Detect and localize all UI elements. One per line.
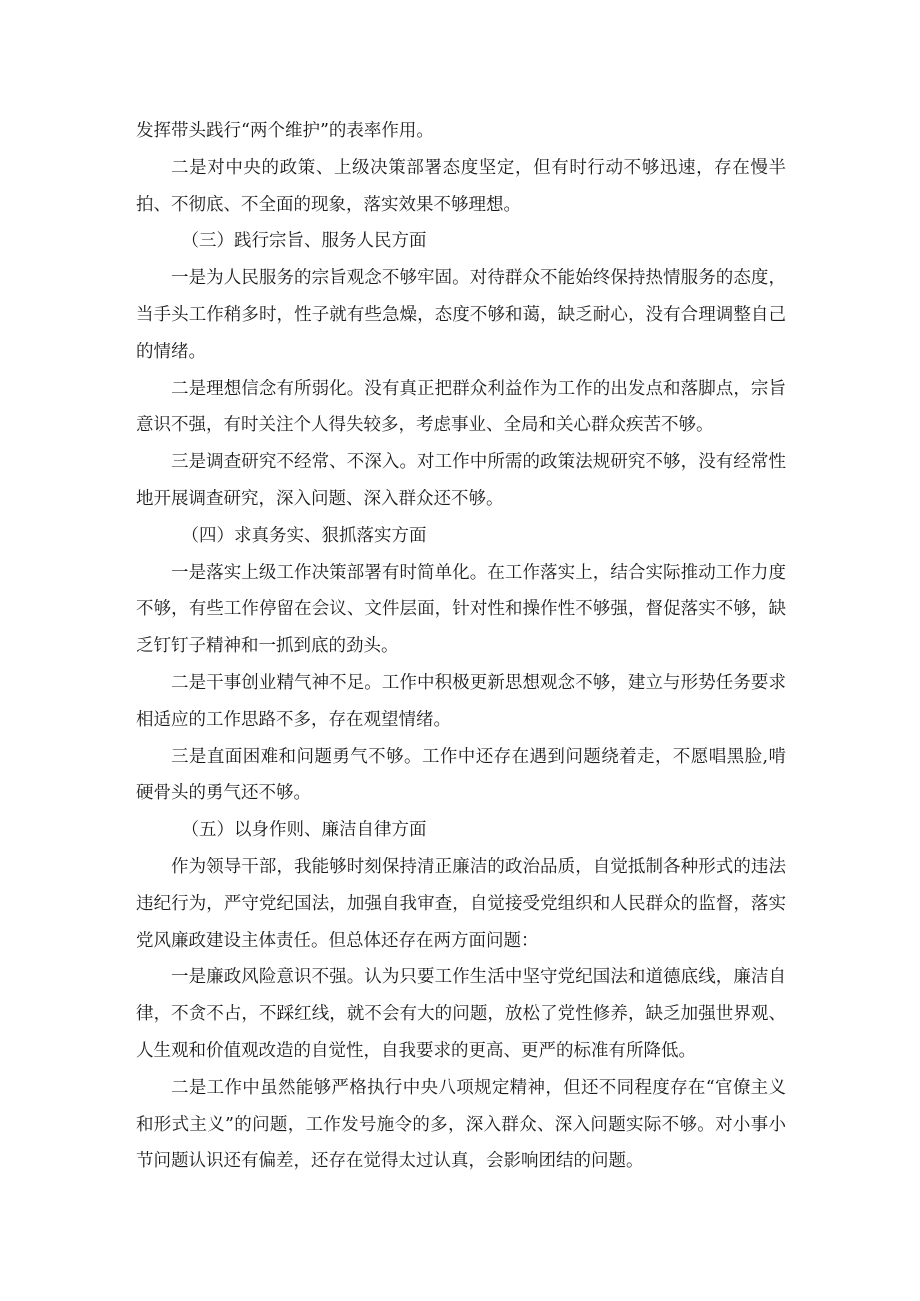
paragraph: 一是落实上级工作决策部署有时简单化。在工作落实上，结合实际推动工作力度不够，有些工作停留在会议、文件层面，针对性和操作性不够强，督促落实不够，缺乏钉钉子精神和一抓到底的劲头。 bbox=[136, 562, 786, 657]
paragraph: 三是直面困难和问题勇气不够。工作中还存在遇到问题绕着走，不愿唱黑脸,啃硬骨头的勇气还不够。 bbox=[136, 746, 786, 804]
paragraph: 一是廉政风险意识不强。认为只要工作生活中坚守党纪国法和道德底线，廉洁自律，不贪不占，不踩红线，就不会有大的问题，放松了党性修养，缺乏加强世界观、人生观和价值观改造的自觉性，自我要求的更高、更严的标准有所降低。 bbox=[136, 967, 786, 1061]
paragraph: 作为领导干部，我能够时刻保持清正廉洁的政治品质，自觉抵制各种形式的违法违纪行为，严守党纪国法，加强自我审查，自觉接受党组织和人民群众的监督，落实党风廉政建设主体责任。但总体还存在两方面问题： bbox=[136, 856, 786, 951]
paragraph: 三是调查研究不经常、不深入。对工作中所需的政策法规研究不够，没有经常性地开展调查研究，深入问题、深入群众还不够。 bbox=[136, 452, 786, 509]
section-heading: （四）求真务实、狠抓落实方面 bbox=[181, 525, 427, 546]
document-body bbox=[136, 113, 786, 1180]
section-heading: （五）以身作则、廉洁自律方面 bbox=[181, 820, 427, 841]
paragraph: 二是工作中虽然能够严格执行中央八项规定精神，但还不同程度存在“官僚主义和形式主义”的问题，工作发号施令的多，深入群众、深入问题实际不够。对小事小节问题认识还有偏差，还存在觉得太过认真，会影响团结的问题。 bbox=[136, 1077, 786, 1172]
paragraph: 二是对中央的政策、上级决策部署态度坚定，但有时行动不够迅速，存在慢半拍、不彻底、不全面的现象，落实效果不够理想。 bbox=[136, 157, 786, 215]
paragraph: 发挥带头践行“两个维护”的表率作用。 bbox=[136, 121, 434, 141]
paragraph: 一是为人民服务的宗旨观念不够牢固。对待群众不能始终保持热情服务的态度，当手头工作稍多时，性子就有些急燥，态度不够和蔼，缺乏耐心，没有合理调整自己的情绪。 bbox=[136, 268, 786, 362]
section-heading: （三）践行宗旨、服务人民方面 bbox=[181, 231, 427, 252]
paragraph: 二是干事创业精气神不足。工作中积极更新思想观念不够，建立与形势任务要求相适应的工作思路不多，存在观望情绪。 bbox=[136, 672, 786, 730]
paragraph: 二是理想信念有所弱化。没有真正把群众利益作为工作的出发点和落脚点，宗旨意识不强，有时关注个人得失较多，考虑事业、全局和关心群众疾苦不够。 bbox=[136, 378, 786, 436]
